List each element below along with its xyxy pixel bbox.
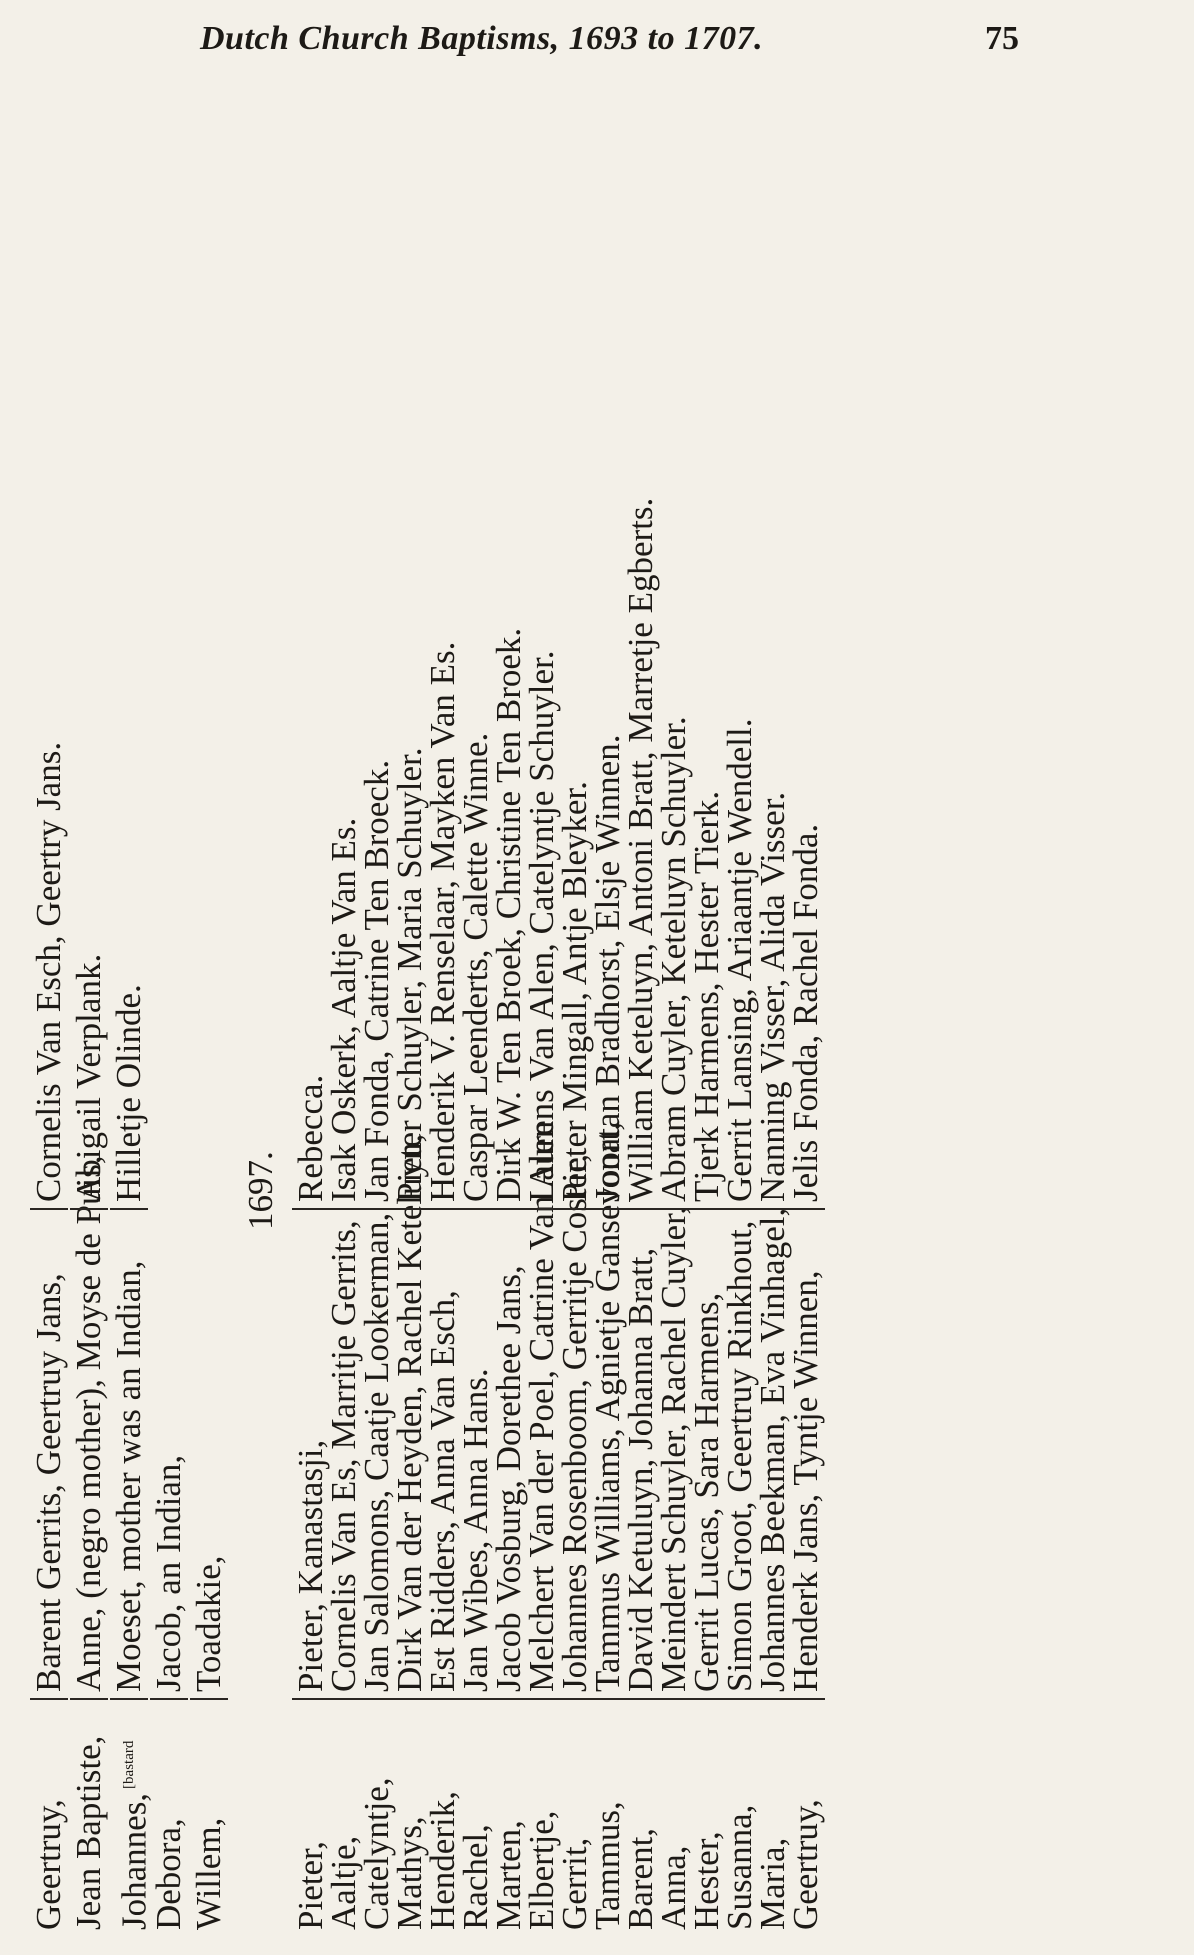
page-number: 75	[985, 20, 1019, 57]
sponsors-names: Nanning Visser, Alida Visser.	[754, 72, 792, 1210]
child-name: Henderik,	[423, 1791, 462, 1930]
sponsors-names: Rebecca.	[292, 72, 330, 1210]
parents-names: Gerrit Lucas, Sara Harmens,	[688, 1293, 726, 1700]
sponsors-names: Pieter Schuyler, Maria Schuyler.	[391, 72, 429, 1210]
parents-names: Pieter, Kanastasji,	[292, 1440, 330, 1700]
child-name: Gerrit,	[555, 1837, 594, 1930]
parents-names: Cornelis Van Es, Marritje Gerrits,	[325, 1220, 363, 1700]
parents-names: Est Ridders, Anna Van Esch,	[424, 1290, 462, 1700]
sponsors-names: Jelis Fonda, Rachel Fonda.	[787, 72, 825, 1210]
parents-names: Dirk Van der Heyden, Rachel Keteluyn,	[391, 1134, 429, 1700]
parents-names: Johannes Rosenboom, Gerritje Coster,	[556, 1154, 594, 1700]
child-name: Mathys,	[390, 1816, 429, 1930]
child-name: Debora,	[149, 1818, 188, 1930]
child-name: Barent,	[621, 1827, 660, 1930]
child-name: Geertruy,	[786, 1799, 825, 1930]
parents-names: Meindert Schuyler, Rachel Cuyler,	[655, 1206, 693, 1700]
child-name: Jean Baptiste,	[69, 1735, 108, 1930]
parents-names: Jan Salomons, Caatje Lookerman,	[358, 1213, 396, 1700]
parents-names: Johannes Beekman, Eva Vinhagel,	[754, 1208, 792, 1700]
parents-names: Jacob, an Indian,	[150, 1455, 188, 1700]
sponsors-names: Caspar Leenderts, Calette Winne.	[457, 72, 495, 1210]
parents-names: Barent Gerrits, Geertruy Jans,	[30, 1273, 68, 1700]
child-name: Tammus,	[588, 1801, 627, 1930]
parents-names: Jan Wibes, Anna Hans.	[457, 1368, 495, 1700]
parents-names: Moeset, mother was an Indian,	[110, 1260, 148, 1700]
parents-names: Melchert Van der Poel, Catrine Van Alen	[523, 1121, 561, 1700]
parents-names: Toadakie,	[190, 1555, 228, 1700]
parents-names: Henderk Jans, Tyntje Winnen,	[787, 1270, 825, 1700]
parents-names: David Ketuluyn, Johanna Bratt,	[622, 1248, 660, 1700]
child-name-text: Johannes,	[114, 1792, 154, 1930]
running-title: Dutch Church Baptisms, 1693 to 1707.	[200, 20, 764, 57]
sponsors-names: Henderik V. Renselaar, Mayken Van Es.	[424, 72, 462, 1210]
parents-names: Simon Groot, Geertruy Rinkhout,	[721, 1221, 759, 1701]
child-name: Marten,	[489, 1820, 528, 1930]
page-header	[0, 12, 1194, 62]
sponsors-names: Laurens Van Alen, Catelyntje Schuyler.	[523, 72, 561, 1210]
bastard-note: [bastard	[121, 1740, 137, 1789]
sponsors-names: Dirk W. Ten Broek, Christine Ten Broek.	[490, 72, 528, 1210]
parents-names: Tammus Williams, Agnietje Gansevoort,	[589, 1122, 627, 1700]
sponsors-names: Jonatan Bradhorst, Elsje Winnen.	[589, 72, 627, 1210]
sponsors-names: Tjerk Harmens, Hester Tierk.	[688, 72, 726, 1210]
sponsors-names: Hilletje Olinde.	[110, 72, 148, 1210]
child-name	[110, 1741, 154, 1930]
child-name: Hester,	[687, 1831, 726, 1930]
child-name: Maria,	[753, 1837, 792, 1930]
child-name: Geertruy,	[29, 1799, 68, 1930]
sponsors-names: Abram Cuyler, Keteluyn Schuyler.	[655, 72, 693, 1210]
baptism-register	[30, 70, 1030, 1930]
child-name: Willem,	[189, 1817, 228, 1930]
child-name: Elbertje,	[522, 1810, 561, 1930]
parents-names: Anne, (negro mother), Moyse de Puis,	[70, 1155, 108, 1700]
sponsors-names: Jan Fonda, Catrine Ten Broeck.	[358, 72, 396, 1210]
child-name: Pieter,	[291, 1841, 330, 1930]
sponsors-names: Abigail Verplank.	[70, 72, 108, 1210]
child-name: Aaltje,	[324, 1835, 363, 1930]
child-name: Susanna,	[720, 1804, 759, 1930]
sponsors-names: Isak Oskerk, Aaltje Van Es.	[325, 72, 363, 1210]
sponsors-names: Cornelis Van Esch, Geertry Jans.	[30, 72, 68, 1210]
child-name: Catelyntje,	[357, 1777, 396, 1930]
sponsors-names: Gerrit Lansing, Ariaantje Wendell.	[721, 72, 759, 1210]
year-heading: 1697.	[241, 1151, 280, 1230]
parents-names: Jacob Vosburg, Dorethee Jans,	[490, 1265, 528, 1700]
child-name: Anna,	[654, 1845, 693, 1930]
sponsors-names: William Keteluyn, Antoni Bratt, Marretje Egberts.	[622, 72, 660, 1210]
child-name: Rachel,	[456, 1824, 495, 1930]
sponsors-names: Pieter Mingall, Antje Bleyker.	[556, 72, 594, 1210]
